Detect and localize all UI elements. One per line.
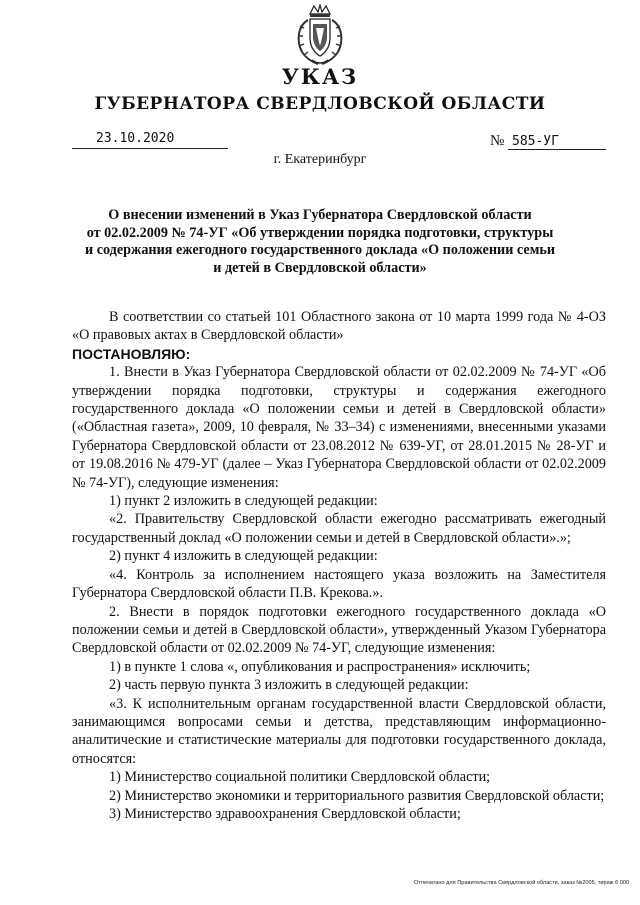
body-paragraph: 2) часть первую пункта 3 изложить в следующей редакции:	[109, 677, 469, 694]
title-line: и детей в Свердловской области»	[213, 259, 427, 276]
number-sign: №	[490, 133, 505, 149]
decree-body	[72, 308, 606, 823]
resolution-word: ПОСТАНОВЛЯЮ:	[72, 345, 191, 362]
body-paragraph: 1. Внести в Указ Губернатора Свердловской области от 02.02.2009 № 74-УГ «Об утверждении порядка подготовки, структуры и содержания ежегодного государственного доклада «О положении семьи и детей в Свердловской области» («Областная газета», 2009, 10 февраля, № 33–34) с изменениями, внесенными указами Губернатора Свердловской области от 23.08.2012 № 639-УГ, от 28.01.2015 № 28-УГ и от 19.08.2016 № 479-УГ (далее – Указ Губернатора Свердловской области от 02.02.2009 № 74-УГ), следующие изменения:	[72, 364, 606, 491]
body-paragraph: «3. К исполнительным органам государственной власти Свердловской области, занимающимся вопросами семьи и детства, представляющим информационно-аналитические и статистические материалы для подготовки государственного доклада, относятся:	[72, 695, 606, 767]
title-line: от 02.02.2009 № 74-УГ «Об утверждении порядка подготовки, структуры	[86, 224, 554, 241]
body-paragraph: «4. Контроль за исполнением настоящего указа возложить на Заместителя Губернатора Свердловской области П.В. Крекова.».	[72, 566, 606, 602]
body-paragraph: 1) Министерство социальной политики Свердловской области;	[109, 769, 491, 786]
decree-date: 23.10.2020	[96, 131, 175, 146]
city-name: г. Екатеринбург	[273, 152, 367, 167]
print-note: Отпечатано для Правительства Свердловской области, заказ №2005, тираж 6 000	[414, 880, 630, 886]
date-underline	[72, 148, 228, 149]
body-paragraph: 3) Министерство здравоохранения Свердловской области;	[109, 805, 461, 822]
body-paragraph: 1) пункт 2 изложить в следующей редакции:	[109, 493, 378, 510]
number-underline	[508, 149, 606, 150]
preamble-paragraph: В соответствии со статьей 101 Областного закона от 10 марта 1999 года № 4-ОЗ «О правовых актах в Свердловской области»	[72, 309, 606, 344]
title-line: и содержания ежегодного государственного доклада «О положении семьи	[84, 242, 556, 259]
coat-of-arms-icon	[294, 4, 346, 66]
body-paragraph: 2. Внести в порядок подготовки ежегодного государственного доклада «О положении семьи и детей в Свердловской области», утвержденный Указом Губернатора Свердловской области от 02.02.2009 № 74-УГ, следующие изменения:	[72, 603, 606, 657]
title-line: О внесении изменений в Указ Губернатора Свердловской области	[108, 207, 532, 223]
body-paragraph: 2) Министерство экономики и территориального развития Свердловской области;	[109, 787, 605, 804]
decree-number: 585-УГ	[512, 134, 559, 149]
body-paragraph: 1) в пункте 1 слова «, опубликования и распространения» исключить;	[109, 658, 531, 675]
document-type: УКАЗ	[281, 64, 359, 89]
body-paragraph: «2. Правительству Свердловской области ежегодно рассматривать ежегодный государственный доклад «О положении семьи и детей в Свердловской области».»;	[72, 511, 606, 546]
decree-title	[80, 207, 560, 277]
body-paragraph: 2) пункт 4 изложить в следующей редакции:	[109, 548, 378, 565]
issuer-title: ГУБЕРНАТОРА СВЕРДЛОВСКОЙ ОБЛАСТИ	[94, 94, 546, 114]
